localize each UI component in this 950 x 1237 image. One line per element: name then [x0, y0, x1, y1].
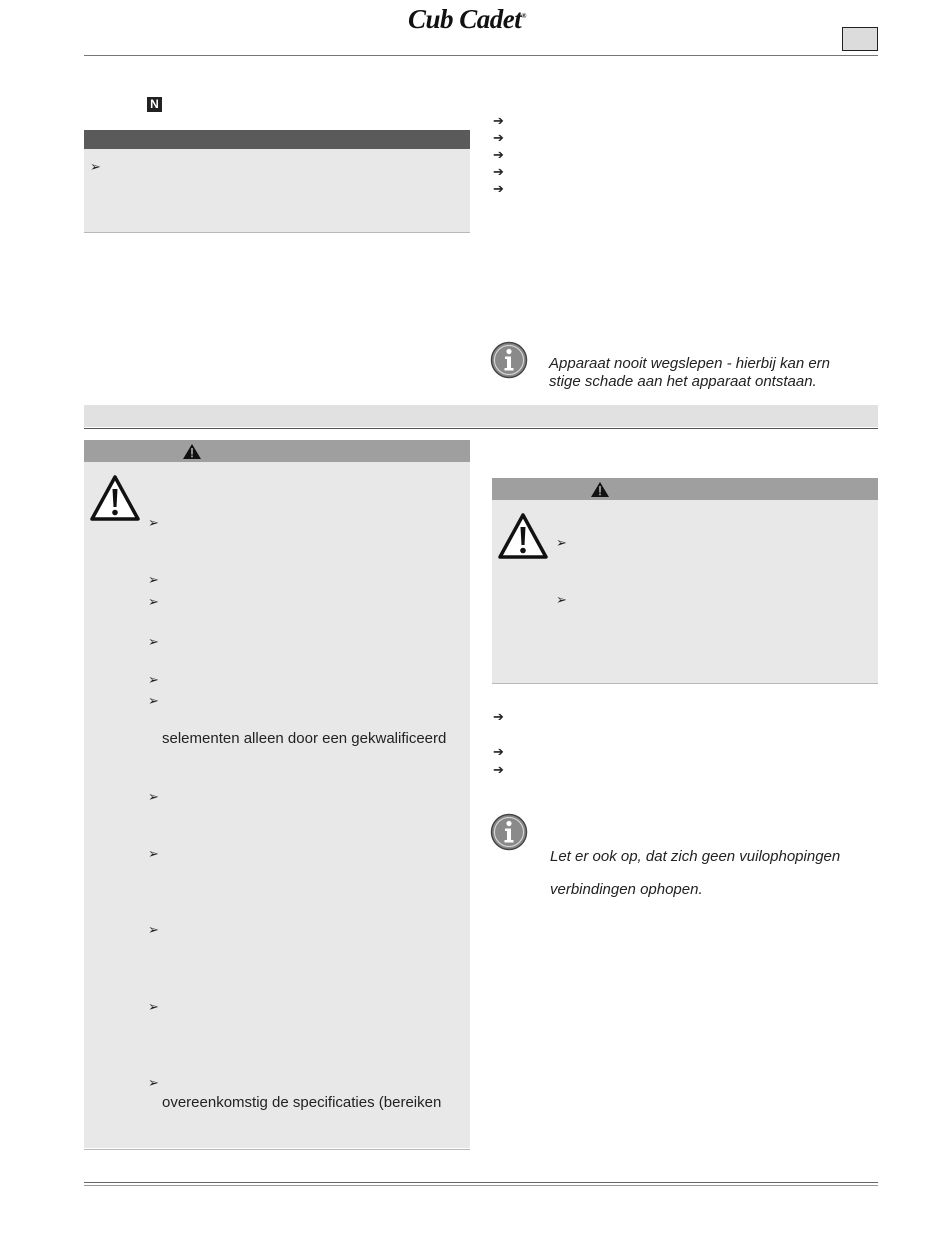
arrowhead-bullet-icon: ➢	[556, 535, 567, 550]
panel-bottom-rule	[84, 232, 470, 233]
arrowhead-bullet-icon: ➢	[148, 789, 159, 804]
arrow-right-icon: ➔	[493, 113, 504, 128]
section-rule	[84, 428, 878, 429]
arrowhead-bullet-icon: ➢	[148, 846, 159, 861]
footer-rule-secondary	[84, 1185, 878, 1186]
arrowhead-bullet-icon: ➢	[148, 634, 159, 649]
brand-name: Cub Cadet	[408, 4, 522, 34]
arrowhead-bullet-icon: ➢	[148, 693, 159, 708]
header-rule	[84, 55, 878, 56]
arrowhead-bullet-icon: ➢	[148, 594, 159, 609]
warning-panel-rule	[84, 1149, 470, 1150]
note-text-line: Apparaat nooit wegslepen - hierbij kan ern	[549, 355, 831, 372]
info-panel	[84, 149, 470, 232]
arrow-right-icon: ➔	[493, 147, 504, 162]
panel-header-bar	[84, 130, 470, 149]
arrowhead-bullet-icon: ➢	[90, 159, 101, 174]
arrow-right-icon: ➔	[493, 130, 504, 145]
registered-mark: ®	[521, 12, 527, 20]
warning-small-icon	[182, 443, 202, 460]
section-title-bar	[84, 405, 878, 427]
note-text-line: stige schade aan het apparaat ontstaan.	[549, 373, 817, 390]
warning-text-line: overeenkomstig de specificaties (bereiken	[162, 1094, 442, 1111]
arrowhead-bullet-icon: ➢	[148, 572, 159, 587]
arrowhead-bullet-icon: ➢	[556, 592, 567, 607]
arrowhead-bullet-icon: ➢	[148, 999, 159, 1014]
arrowhead-bullet-icon: ➢	[148, 515, 159, 530]
warning-header-bar	[84, 440, 470, 462]
arrow-right-icon: ➔	[493, 762, 504, 777]
warning-header-bar	[492, 478, 878, 500]
warning-panel	[492, 500, 878, 683]
info-icon	[490, 813, 528, 851]
warning-triangle-icon	[89, 474, 141, 522]
warning-small-icon	[590, 481, 610, 498]
arrowhead-bullet-icon: ➢	[148, 922, 159, 937]
brand-logo	[408, 4, 526, 35]
arrow-right-icon: ➔	[493, 181, 504, 196]
section-badge: N	[147, 97, 162, 112]
warning-text-line: selementen alleen door een gekwalificeerd	[162, 730, 447, 747]
warning-triangle-icon	[497, 512, 549, 560]
footer-rule	[84, 1182, 878, 1183]
page-number-box	[842, 27, 878, 51]
info-icon	[490, 341, 528, 379]
warning-panel	[84, 462, 470, 1148]
arrowhead-bullet-icon: ➢	[148, 672, 159, 687]
arrow-right-icon: ➔	[493, 709, 504, 724]
arrow-right-icon: ➔	[493, 744, 504, 759]
arrow-right-icon: ➔	[493, 164, 504, 179]
note-text-line: verbindingen ophopen.	[550, 881, 703, 898]
arrowhead-bullet-icon: ➢	[148, 1075, 159, 1090]
warning-panel-rule	[492, 683, 878, 684]
note-text-line: Let er ook op, dat zich geen vuilophopingen	[550, 848, 841, 865]
